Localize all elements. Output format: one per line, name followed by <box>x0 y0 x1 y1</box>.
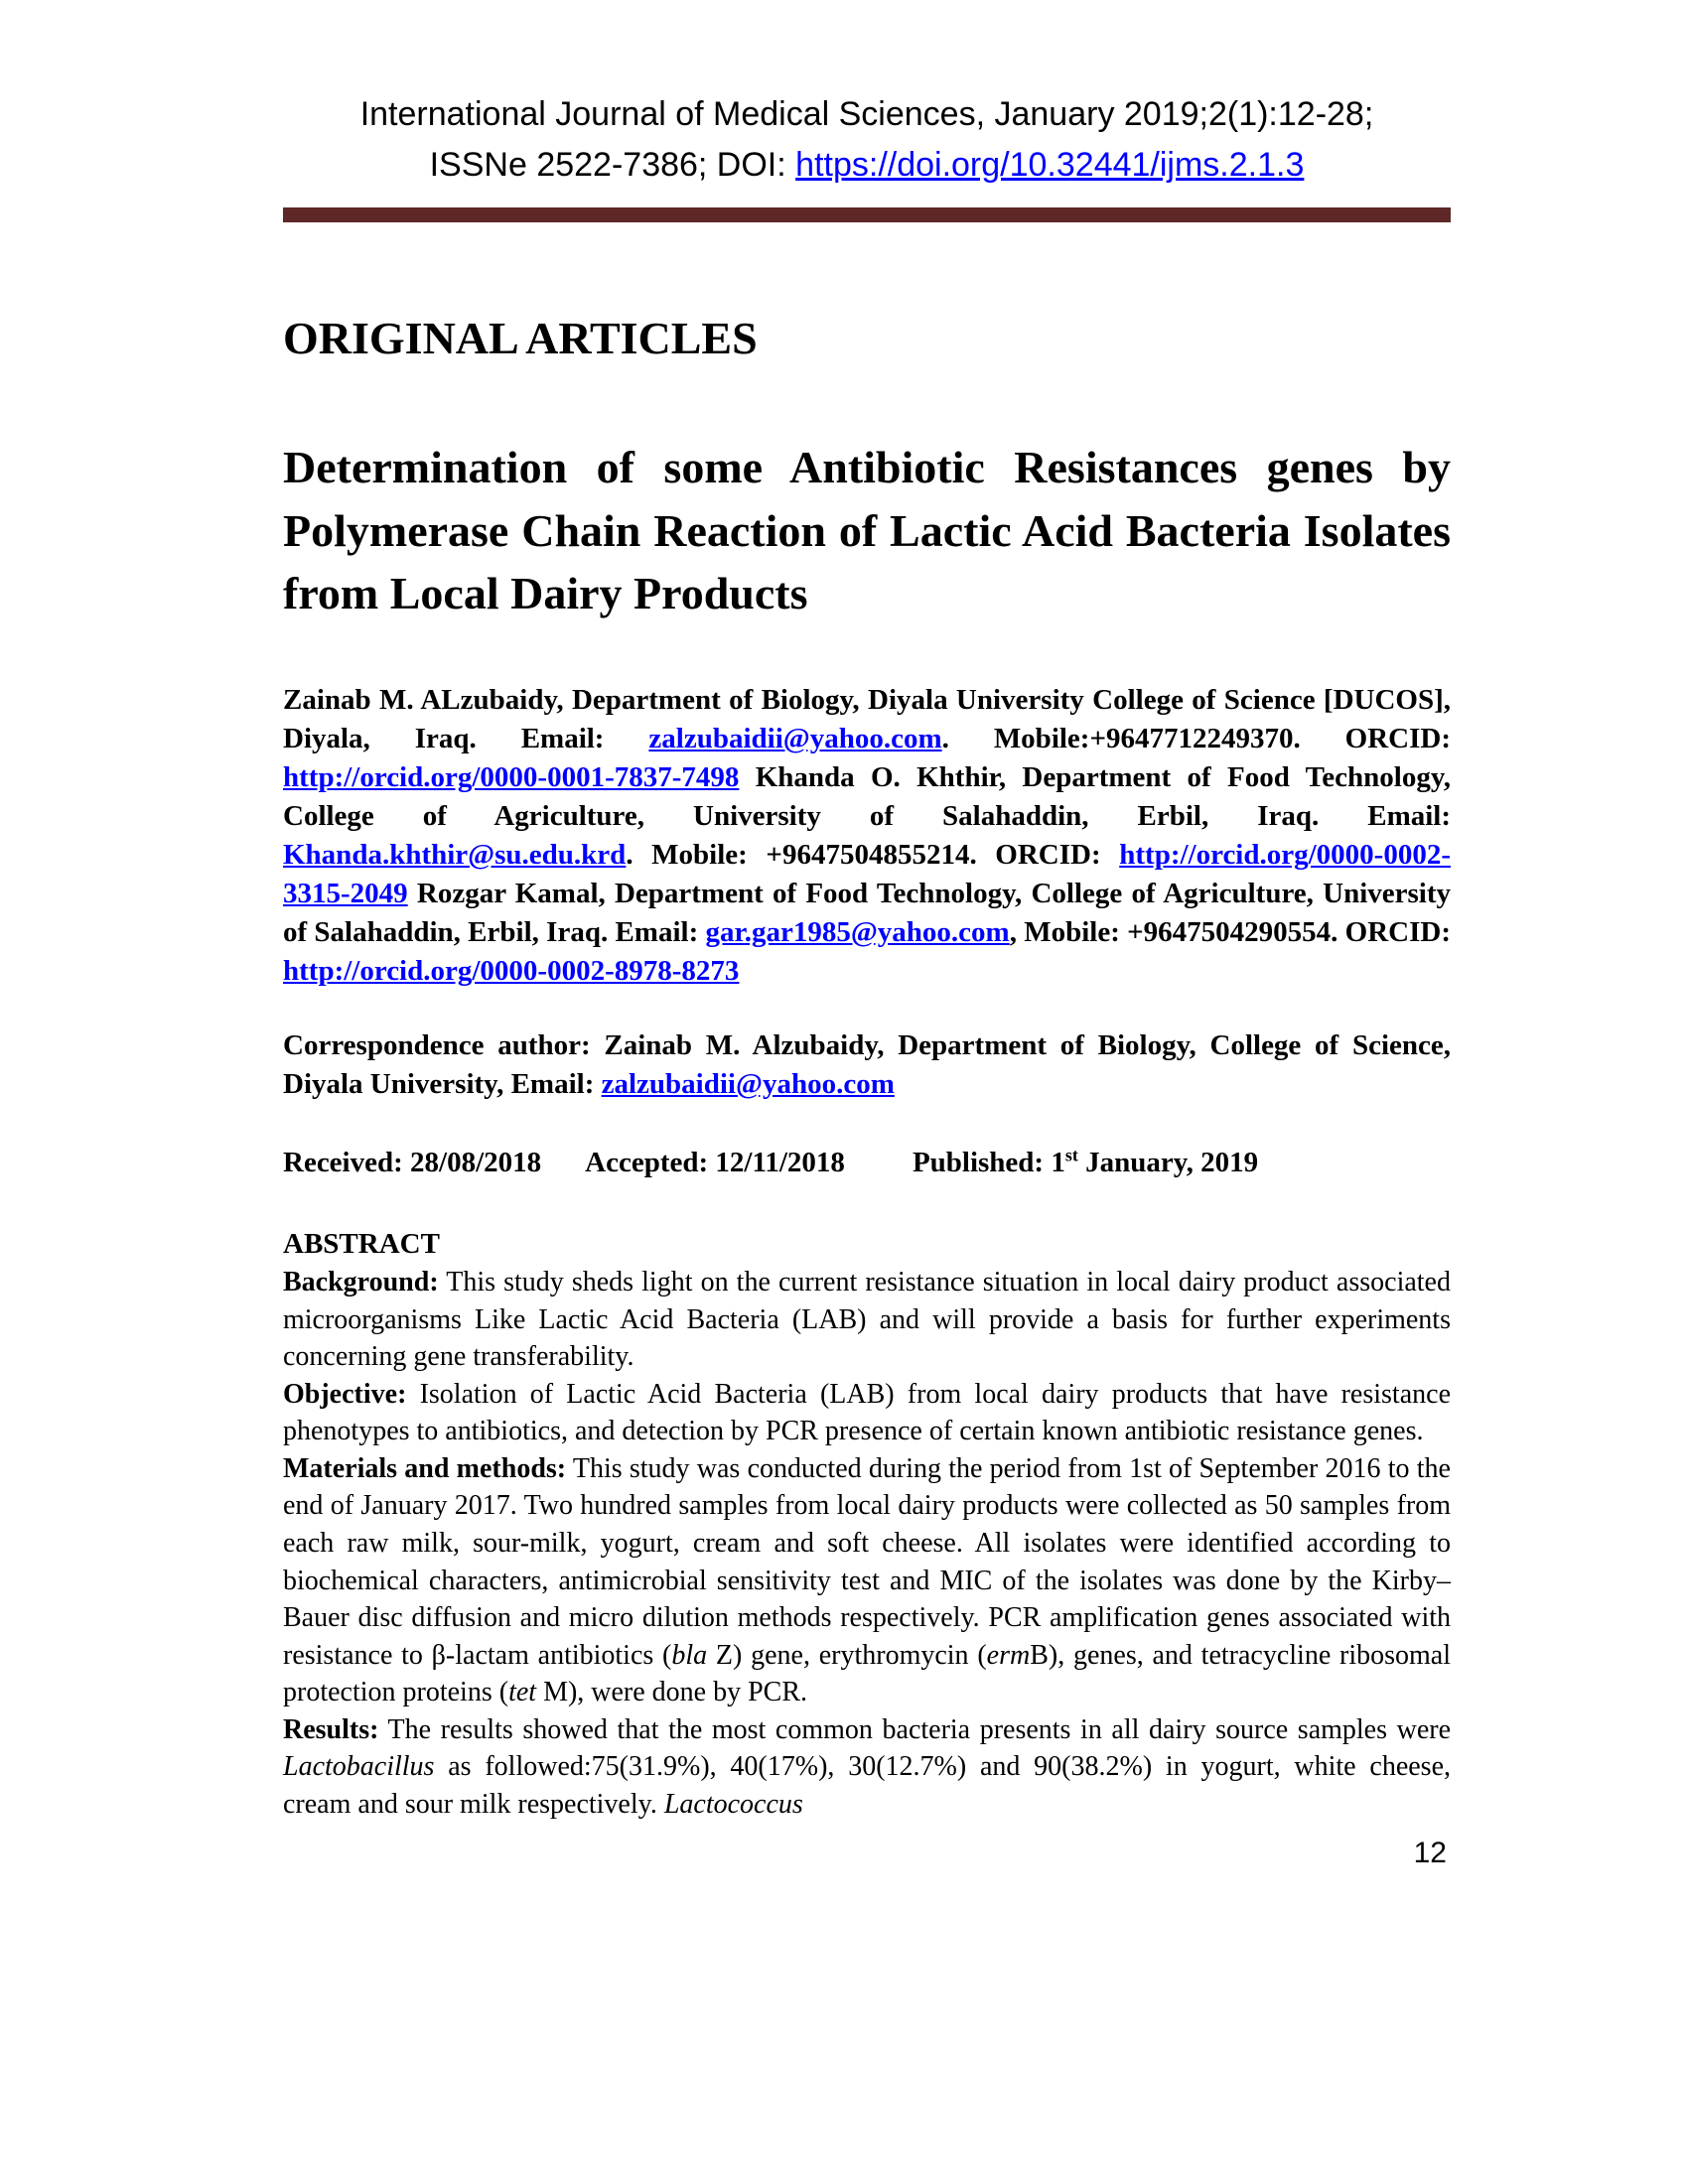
author2-affiliation-text: Khanda O. Khthir, Department of Food Technology, College of Agriculture, University of Salahaddin, Erbil, Iraq. Email: <box>283 761 1451 833</box>
section-heading: ORIGINAL ARTICLES <box>283 313 758 363</box>
journal-header <box>283 0 1451 191</box>
received-value: 28/08/2018 <box>410 1147 542 1179</box>
author1-orcid-link[interactable]: http://orcid.org/0000-0001-7837-7498 <box>283 761 740 794</box>
author3-affiliation-text: Rozgar Kamal, Department of Food Technology, College of Agriculture, University of Salahaddin, Erbil, Iraq. Email: <box>283 878 1451 949</box>
page-number: 12 <box>1413 1837 1447 1870</box>
results-paragraph <box>283 1711 1451 1824</box>
gene-name-bla: bla <box>671 1639 708 1671</box>
objective-text: Isolation of Lactic Acid Bacteria (LAB) from local dairy products that have resistance phenotypes to antibiotics, and detection by PCR presence of certain known antibiotic resistance genes. <box>283 1378 1451 1447</box>
author2-mobile-text: . Mobile: +9647504855214. ORCID: <box>626 839 1120 872</box>
author3-email-link[interactable]: gar.gar1985@yahoo.com <box>705 916 1010 949</box>
methods-text-1: This study was conducted during the period from 1st of September 2016 to the end of January 2017. Two hundred samples from local dairy products were collected as 50 samples from each raw milk, sour-milk, yogurt, cream and soft cheese. All isolates were identified according to biochemical characters, antimicrobial sensitivity test and MIC of the isolates was done by the Kirby–Bauer disc diffusion and micro dilution methods respectively. PCR amplification genes associated with resistance to β-lactam antibiotics ( <box>283 1452 1451 1671</box>
author1-email-link[interactable]: zalzubaidii@yahoo.com <box>648 723 942 755</box>
ordinal-superscript: st <box>1064 1145 1078 1165</box>
issn-doi-label: ISSNe 2522-7386; DOI: <box>429 146 796 184</box>
species-name-lactobacillus: Lactobacillus <box>283 1751 435 1783</box>
objective-paragraph <box>283 1376 1451 1450</box>
published-day: 1 <box>1051 1147 1065 1179</box>
published-date <box>913 1144 1258 1182</box>
background-label: Background: <box>283 1267 439 1298</box>
background-text: This study sheds light on the current resistance situation in local dairy product associated microorganisms Like Lactic Acid Bacteria (LAB) and will provide a basis for further experiments concerning gene transferability. <box>283 1267 1451 1373</box>
objective-label: Objective: <box>283 1378 407 1410</box>
journal-header-line1: International Journal of Medical Sciences, January 2019;2(1):12-28; <box>359 95 1374 133</box>
results-text-1: The results showed that the most common bacteria presents in all dairy source samples were <box>378 1713 1451 1745</box>
author1-mobile-text: . Mobile:+9647712249370. ORCID: <box>941 723 1451 755</box>
published-label: Published: <box>912 1147 1052 1179</box>
methods-text-3: B), genes, and tetracycline ribosomal protection proteins ( <box>283 1639 1451 1708</box>
journal-header-line2 <box>283 140 1451 191</box>
species-name-lactococcus: Lactococcus <box>663 1788 803 1820</box>
methods-text-2: Z) gene, erythromycin ( <box>707 1639 987 1671</box>
article-title: Determination of some Antibiotic Resistances genes by Polymerase Chain Reaction of Lactic Acid Bacteria Isolates from Local Dairy Products <box>283 441 1451 619</box>
author2-email-link[interactable]: Khanda.khthir@su.edu.krd <box>283 839 627 872</box>
authors-affiliations-paragraph <box>283 681 1451 991</box>
author3-mobile-text: , Mobile: +9647504290554. ORCID: <box>1009 916 1452 949</box>
header-divider-rule <box>283 207 1451 222</box>
methods-paragraph <box>283 1450 1451 1711</box>
accepted-date <box>585 1144 845 1182</box>
abstract-heading: ABSTRACT <box>283 1228 440 1261</box>
gene-name-erm: erm <box>986 1639 1031 1671</box>
results-text-2: as followed:75(31.9%), 40(17%), 30(12.7%) and 90(38.2%) in yogurt, white cheese, cream and sour milk respectively. <box>283 1751 1451 1820</box>
doi-link[interactable]: https://doi.org/10.32441/ijms.2.1.3 <box>795 146 1305 184</box>
accepted-label: Accepted: <box>585 1147 716 1179</box>
methods-label: Materials and methods: <box>283 1452 567 1484</box>
published-rest: January, 2019 <box>1077 1147 1259 1179</box>
background-paragraph <box>283 1264 1451 1376</box>
received-label: Received: <box>283 1147 411 1179</box>
methods-text-4: M), were done by PCR. <box>536 1677 808 1708</box>
author2-orcid-link[interactable]: http://orcid.org/0000-0002-3315-2049 <box>283 839 1451 910</box>
accepted-value: 12/11/2018 <box>715 1147 845 1179</box>
author1-affiliation-text: Zainab M. ALzubaidy, Department of Biology, Diyala University College of Science [DUCOS], Diyala, Iraq. Email: <box>283 684 1451 755</box>
gene-name-tet: tet <box>508 1677 537 1708</box>
received-date <box>283 1144 541 1182</box>
results-label: Results: <box>283 1713 379 1745</box>
author3-orcid-link[interactable]: http://orcid.org/0000-0002-8978-8273 <box>283 955 740 988</box>
correspondence-email-link[interactable]: zalzubaidii@yahoo.com <box>601 1068 895 1101</box>
dates-line <box>283 1144 1451 1182</box>
correspondence-paragraph <box>283 1026 1451 1104</box>
content-column <box>283 0 1451 1870</box>
correspondence-text: Correspondence author: Zainab M. Alzubaidy, Department of Biology, College of Science, Diyala University, Email: <box>283 1029 1451 1101</box>
